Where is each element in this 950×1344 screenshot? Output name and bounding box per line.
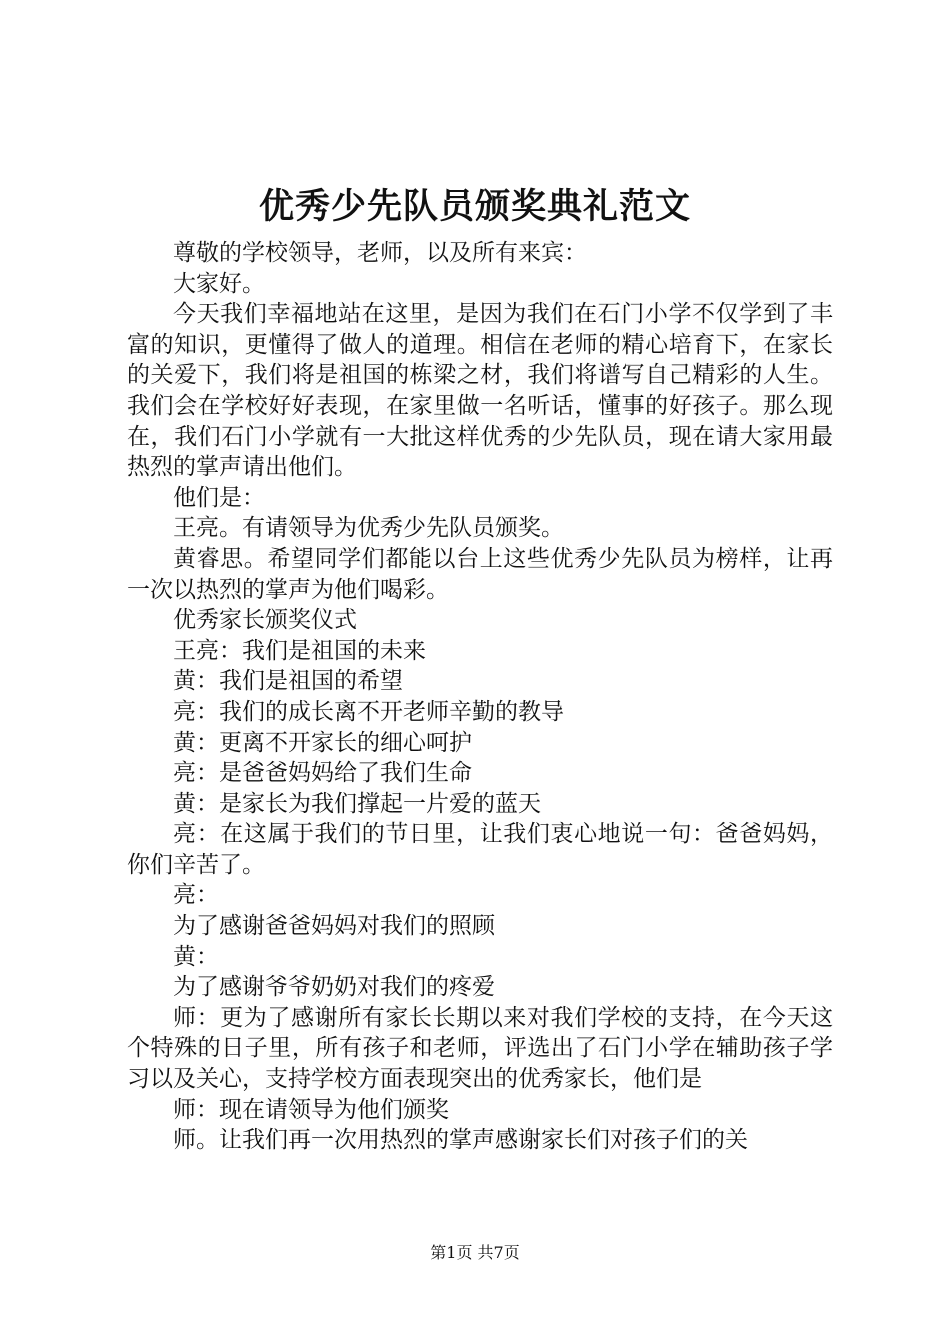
paragraph: 为了感谢爸爸妈妈对我们的照顾	[173, 913, 495, 940]
paragraph: 为了感谢爷爷奶奶对我们的疼爱	[173, 974, 495, 1001]
paragraph: 亮：	[173, 882, 219, 909]
paragraph: 亮：我们的成长离不开老师辛勤的教导	[173, 698, 564, 725]
paragraph: 今天我们幸福地站在这里，是因为我们在石门小学不仅学到了丰富的知识，更懂得了做人的道理。相信在老师的精心培育下，在家长的关爱下，我们将是祖国的栋梁之材，我们将谱写自己精彩的人生。我们会在学校好好表现，在家里做一名听话，懂事的好孩子。那么现在，我们石门小学就有一大批这样优秀的少先队员，现在请大家用最热烈的掌声请出他们。	[127, 301, 833, 481]
paragraph: 大家好。	[173, 270, 265, 297]
paragraph: 亮：在这属于我们的节日里，让我们衷心地说一句：爸爸妈妈，你们辛苦了。	[127, 821, 833, 878]
paragraph: 王亮。有请领导为优秀少先队员颁奖。	[173, 515, 564, 542]
document-body	[127, 238, 833, 1156]
paragraph: 师。让我们再一次用热烈的掌声感谢家长们对孩子们的关	[173, 1127, 748, 1154]
paragraph: 黄睿思。希望同学们都能以台上这些优秀少先队员为榜样，让再一次以热烈的掌声为他们喝彩。	[127, 545, 833, 603]
paragraph: 尊敬的学校领导，老师，以及所有来宾：	[173, 240, 587, 266]
paragraph: 黄：是家长为我们撑起一片爱的蓝天	[173, 790, 541, 817]
paragraph: 黄：我们是祖国的希望	[173, 668, 403, 695]
paragraph: 师：更为了感谢所有家长长期以来对我们学校的支持，在今天这个特殊的日子里，所有孩子和老师，评选出了石门小学在辅助孩子学习以及关心，支持学校方面表现突出的优秀家长，他们是	[127, 1004, 833, 1093]
paragraph: 黄：更离不开家长的细心呵护	[173, 729, 472, 756]
paragraph: 优秀家长颁奖仪式	[173, 607, 357, 634]
page-footer: 第1页 共7页	[430, 1243, 520, 1262]
paragraph: 王亮：我们是祖国的未来	[173, 637, 426, 664]
paragraph: 亮：是爸爸妈妈给了我们生命	[173, 760, 472, 787]
document-title: 优秀少先队员颁奖典礼范文	[258, 186, 691, 227]
paragraph: 师：现在请领导为他们颁奖	[173, 1096, 449, 1123]
paragraph: 黄：	[173, 943, 219, 970]
paragraph: 他们是：	[173, 484, 265, 511]
